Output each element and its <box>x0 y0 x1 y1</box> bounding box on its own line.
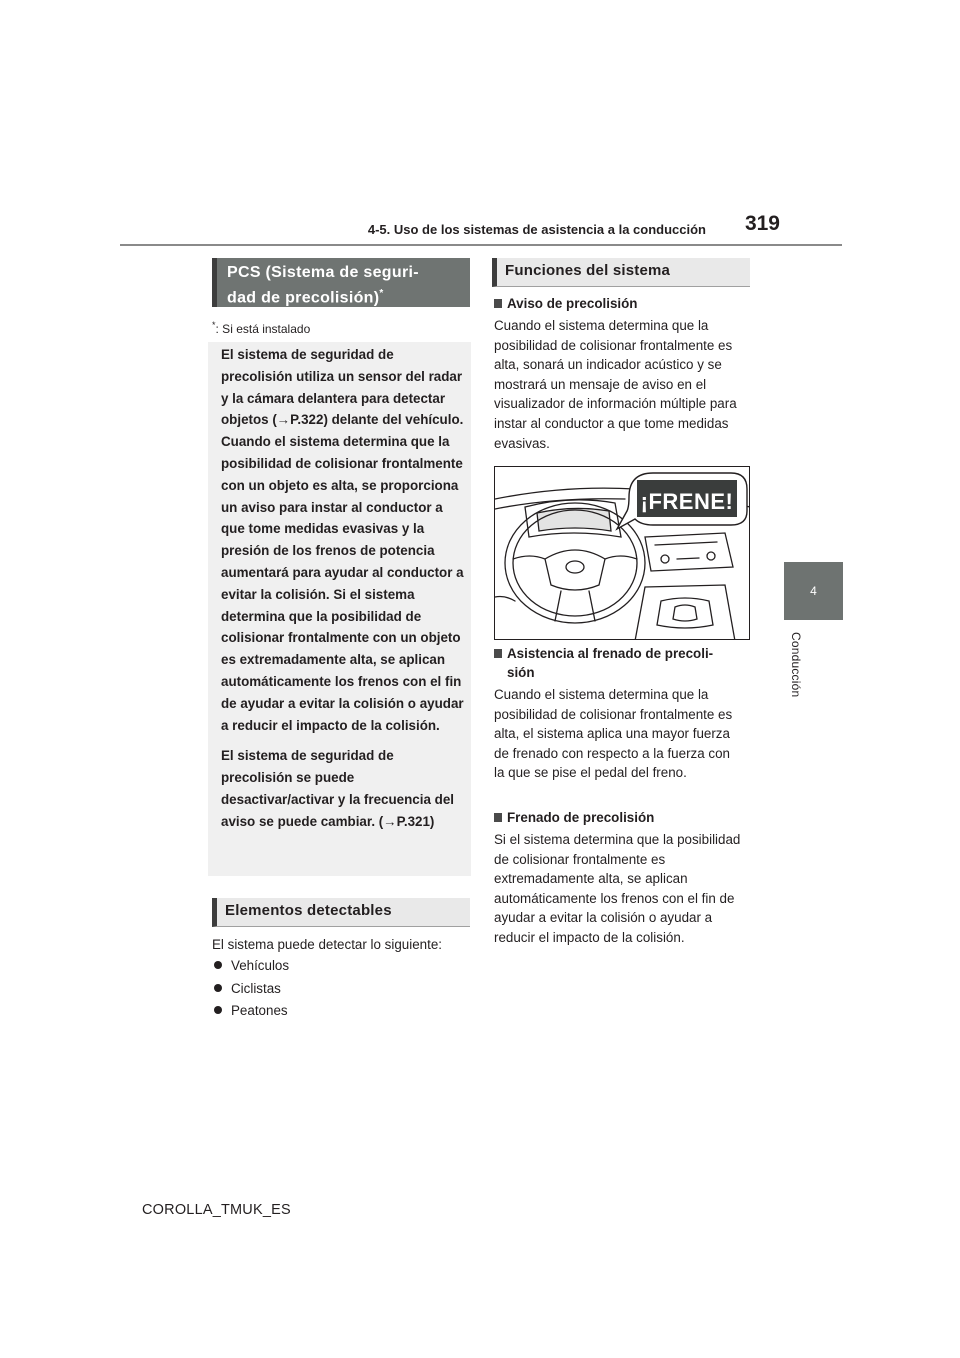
detectables-list <box>212 955 462 1023</box>
square-bullet-icon <box>494 299 502 308</box>
pcs-title-line1: PCS (Sistema de seguri- <box>227 264 419 281</box>
warning-text: Cuando el sistema determina que la posibilidad de colisionar frontalmente es alta, sonará un indicador acústico y se mostrará un mensaje de aviso en el visualizador de información múltiple para instar al conductor a que tome medidas evasivas. <box>494 318 737 451</box>
footnote-text: : Si está instalado <box>215 322 311 336</box>
bullet-dot-icon <box>214 961 222 969</box>
intro-paragraph-2: El sistema de seguridad de precolisión se puede desactivar/activar y la frecuencia del aviso se puede cambiar. (→P.321) <box>221 748 454 829</box>
section-header: 4-5. Uso de los sistemas de asistencia a la conducción <box>367 222 706 237</box>
header-divider <box>120 244 842 246</box>
intro-box <box>208 342 471 876</box>
pcs-title-line2: dad de precolisión) <box>227 289 380 307</box>
square-bullet-icon <box>494 813 502 822</box>
bullet-dot-icon <box>214 1006 222 1014</box>
list-item: Vehículos <box>212 955 462 978</box>
chapter-label: Conducción <box>789 632 803 698</box>
warning-subheading: Aviso de precolisión <box>494 294 750 313</box>
detectables-title-text: Elementos detectables <box>225 902 392 919</box>
pcs-section-title <box>212 258 470 307</box>
functions-section-title <box>492 258 750 287</box>
pcs-title-asterisk: * <box>379 288 384 299</box>
intro-paragraph-1: El sistema de seguridad de precolisión utiliza un sensor del radar y la cámara delantera para detectar objetos (→P.322) delante del vehículo. Cuando el sistema determina que la posibilidad de colisionar frontalmente con un objeto es alta, se proporciona un aviso para instar al conductor a que tome medidas evasivas y la presión de los frenos de potencia aumentará para ayudar al conductor a evitar la colisión. Si el sistema determina que la posibilidad de colisionar frontalmente con un objeto es extremadamente alta, se aplican automáticamente los frenos con el fin de ayudar a evitar la colisión o ayudar a reducir el impacto de la colisión. <box>221 347 464 733</box>
bullet-dot-icon <box>214 984 222 992</box>
square-bullet-icon <box>494 649 502 658</box>
chapter-tab[interactable] <box>784 562 843 620</box>
footnote-asterisk: * <box>212 320 216 330</box>
brake-warning-message: ¡FRENE! <box>640 489 734 514</box>
brake-assist-text: Cuando el sistema determina que la posibilidad de colisionar frontalmente es alta, el sistema aplica una mayor fuerza de frenado con respecto a la fuerza con la que se pise el pedal del freno. <box>494 687 733 781</box>
detectables-section-title <box>212 898 470 927</box>
footnote <box>212 320 310 336</box>
brake-assist-subheading: Asistencia al frenado de precoli- sión <box>494 644 750 682</box>
dashboard-illustration <box>494 466 750 640</box>
chapter-number: 4 <box>810 584 817 598</box>
list-item: Ciclistas <box>212 978 462 1001</box>
braking-text: Si el sistema determina que la posibilidad de colisionar frontalmente es extremadamente alta, se aplican automáticamente los frenos con el fin de ayudar a evitar la colisión o ayudar a reducir el impacto de la colisión. <box>494 832 741 945</box>
page-number: 319 <box>744 212 780 235</box>
list-item: Peatones <box>212 1000 462 1023</box>
pcs-title-line2-wrap <box>227 283 464 308</box>
detectables-intro: El sistema puede detectar lo siguiente: <box>212 937 443 952</box>
braking-subheading: Frenado de precolisión <box>494 808 750 827</box>
document-code: COROLLA_TMUK_ES <box>142 1202 291 1218</box>
functions-title-text: Funciones del sistema <box>505 262 671 279</box>
